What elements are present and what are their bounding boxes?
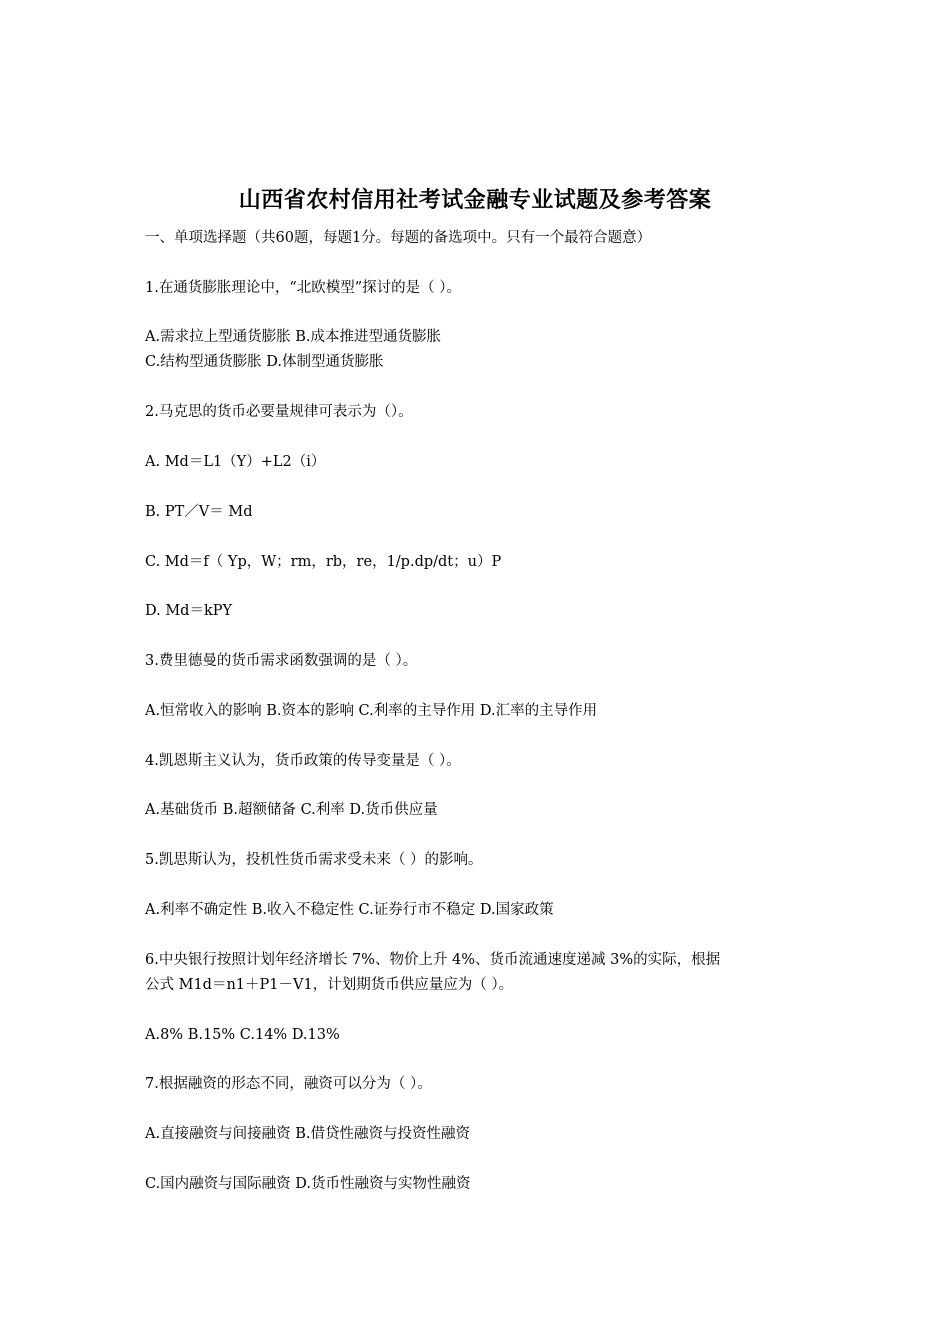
question-4: 4.凯恩斯主义认为，货币政策的传导变量是（ ）。: [145, 753, 461, 769]
question-7: 7.根据融资的形态不同，融资可以分为（ ）。: [145, 1076, 432, 1092]
question-6-line-2: 公式 M1d＝n1＋P1－V1，计划期货币供应量应为（ ）。: [145, 977, 514, 993]
question-6-line-1: 6.中央银行按照计划年经济增长 7%、物价上升 4%、货币流通速度递减 3%的实际，根据: [145, 952, 721, 968]
question-4-options: A.基础货币 B.超额储备 C.利率 D.货币供应量: [145, 802, 438, 818]
question-1-options-ab: A.需求拉上型通货膨胀 B.成本推进型通货膨胀: [145, 329, 441, 345]
question-3-options: A.恒常收入的影响 B.资本的影响 C.利率的主导作用 D.汇率的主导作用: [145, 703, 598, 719]
section-heading: 一、单项选择题（共60题，每题1分。每题的备选项中。只有一个最符合题意）: [145, 230, 652, 246]
question-5-options: A.利率不确定性 B.收入不稳定性 C.证券行市不稳定 D.国家政策: [145, 902, 554, 918]
question-5: 5.凯思斯认为，投机性货币需求受未来（ ）的影响。: [145, 852, 483, 868]
question-7-options-ab: A.直接融资与间接融资 B.借贷性融资与投资性融资: [145, 1126, 470, 1142]
question-2-option-b: B. PT／V＝ Md: [145, 504, 253, 520]
question-2-option-c: C. Md＝f（ Yp，W；rm，rb，re，1/p.dp/dt；u）P: [145, 554, 502, 570]
question-1-options-cd: C.结构型通货膨胀 D.体制型通货膨胀: [145, 354, 384, 370]
question-2: 2.马克思的货币必要量规律可表示为（）。: [145, 404, 413, 420]
question-6-options: A.8% B.15% C.14% D.13%: [145, 1027, 340, 1043]
question-3: 3.费里德曼的货币需求函数强调的是（ ）。: [145, 653, 418, 669]
question-7-options-cd: C.国内融资与国际融资 D.货币性融资与实物性融资: [145, 1176, 471, 1192]
document-title: 山西省农村信用社考试金融专业试题及参考答案: [238, 187, 712, 213]
question-1: 1.在通货膨胀理论中，“北欧模型”探讨的是（ ）。: [145, 280, 462, 296]
question-2-option-d: D. Md＝kPY: [145, 603, 233, 619]
question-2-option-a: A. Md＝L1（Y）+L2（i）: [145, 454, 326, 470]
